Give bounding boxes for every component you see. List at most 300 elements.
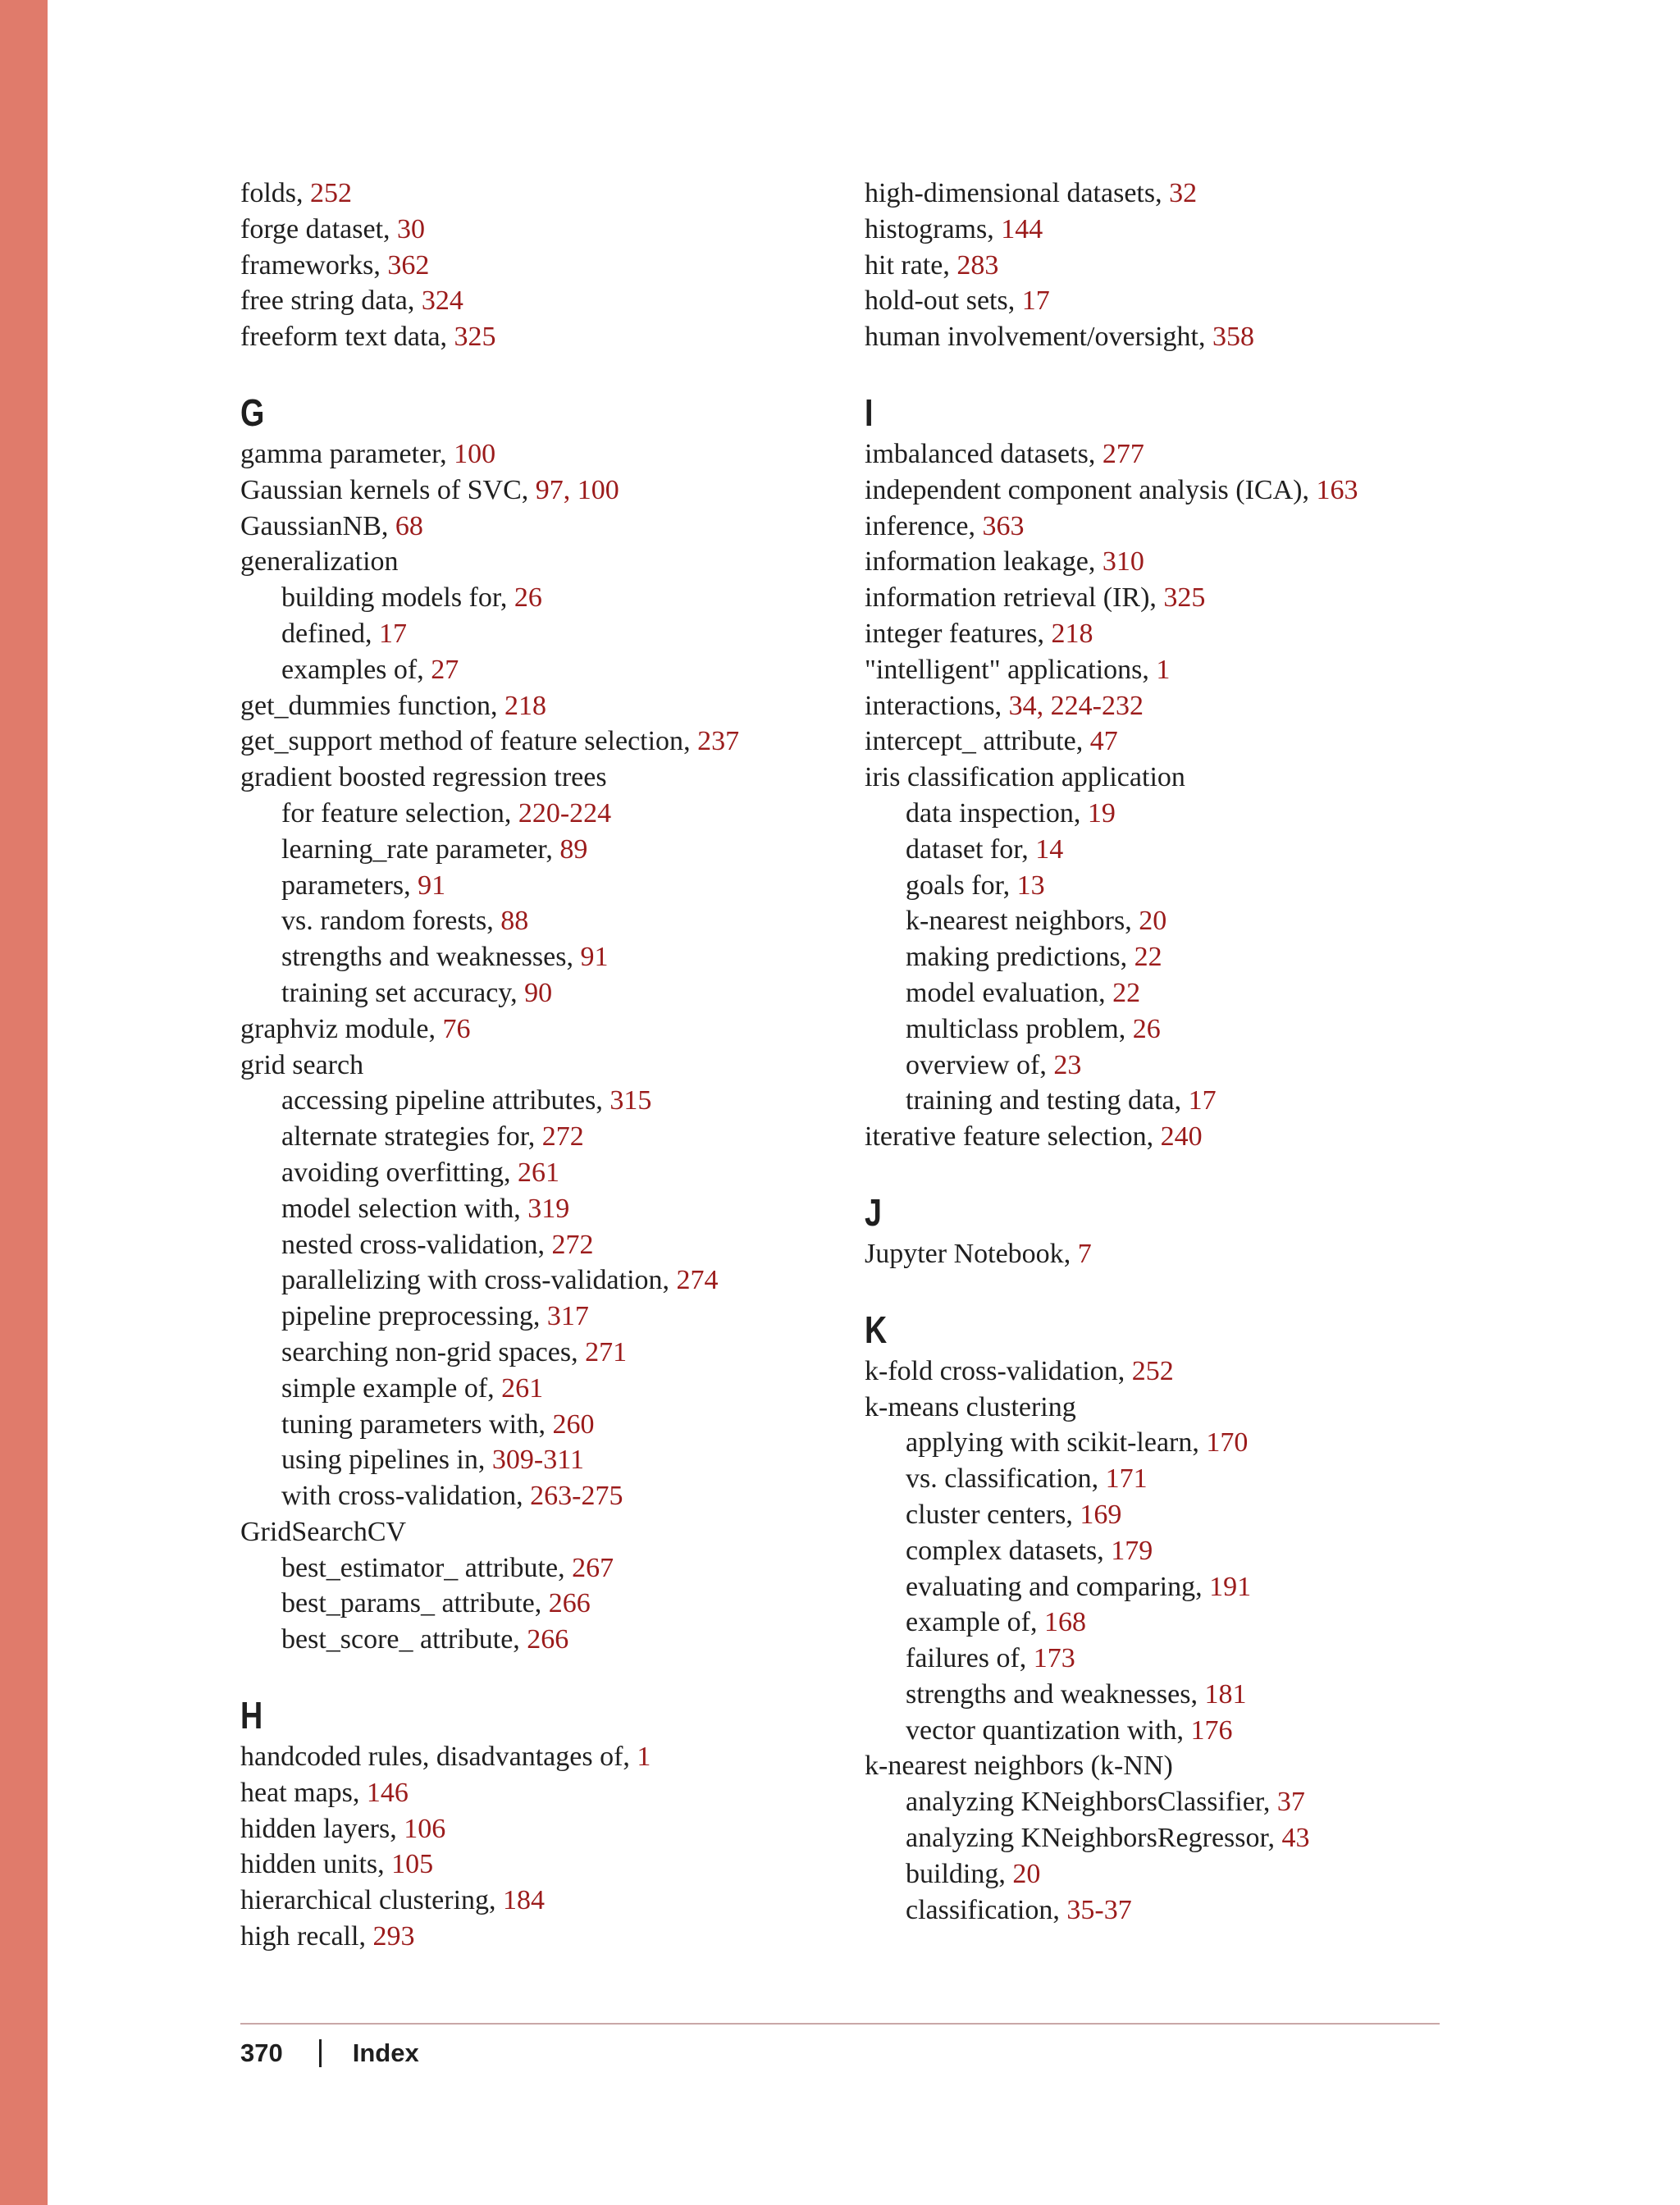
index-separator: ,	[1088, 438, 1102, 469]
index-term: intercept_ attribute	[865, 726, 1076, 757]
index-separator: ,	[998, 1858, 1013, 1889]
page-reference-link[interactable]: 47	[1089, 726, 1118, 757]
index-term: Gaussian kernels of SVC	[240, 474, 522, 505]
index-entry	[865, 724, 1472, 760]
index-entry	[865, 283, 1472, 319]
index-term: training set accuracy	[281, 977, 511, 1008]
page-reference-link[interactable]: 13	[1016, 870, 1045, 901]
page-reference-link[interactable]: 1	[1156, 654, 1171, 685]
index-term: for feature selection	[281, 797, 504, 829]
index-separator: ,	[1030, 1607, 1044, 1638]
index-separator: ,	[537, 1229, 552, 1260]
index-separator: ,	[513, 1624, 527, 1655]
page-reference-link[interactable]: 17	[1188, 1085, 1217, 1116]
index-separator: ,	[534, 1588, 549, 1619]
index-separator: ,	[407, 285, 422, 317]
page-reference-link[interactable]: 261	[501, 1372, 544, 1404]
page-reference-link[interactable]: 163	[1316, 474, 1358, 505]
index-term: information retrieval (IR)	[865, 582, 1150, 614]
index-entry	[240, 1811, 847, 1847]
index-separator: ,	[943, 249, 957, 281]
index-separator: ,	[1125, 906, 1139, 937]
index-separator: ,	[994, 690, 1009, 721]
index-entry	[240, 212, 847, 248]
page-reference-link[interactable]: 277	[1102, 438, 1144, 469]
page-reference-link[interactable]: 283	[956, 249, 999, 281]
page-reference-link[interactable]: 363	[982, 510, 1025, 541]
index-separator: ,	[527, 1121, 542, 1153]
index-term: goals for	[906, 870, 1003, 901]
index-separator: ,	[390, 1813, 404, 1844]
page-number: 370	[240, 2038, 283, 2067]
index-subentry	[240, 652, 847, 688]
index-separator: ,	[1176, 1714, 1191, 1746]
index-term: information leakage	[865, 546, 1089, 578]
index-subentry	[865, 1011, 1472, 1048]
index-entry	[240, 1775, 847, 1811]
index-entry	[865, 652, 1472, 688]
index-subentry	[865, 796, 1472, 832]
page-reference-link[interactable]: 90	[524, 977, 553, 1008]
index-term: get_support method of feature selection	[240, 726, 684, 757]
index-entry	[240, 688, 847, 724]
page-reference-link[interactable]: 37	[1276, 1787, 1305, 1818]
page-reference-link[interactable]: 267	[572, 1552, 614, 1583]
index-term: graphviz module	[240, 1013, 429, 1044]
page-reference-link[interactable]: 171	[1105, 1463, 1148, 1495]
index-separator: ,	[1066, 1499, 1080, 1530]
index-subentry	[865, 1820, 1472, 1856]
page-reference-link[interactable]: 35-37	[1066, 1894, 1132, 1925]
index-term: defined	[281, 618, 365, 649]
index-subentry	[240, 1622, 847, 1658]
page-reference-link[interactable]: 27	[431, 654, 459, 685]
page-reference-link[interactable]: 274	[676, 1265, 719, 1296]
index-separator: ,	[1146, 1121, 1161, 1153]
index-term: making predictions	[906, 942, 1121, 973]
index-separator: ,	[546, 833, 560, 865]
index-separator: ,	[428, 1013, 443, 1044]
index-separator: ,	[358, 1921, 373, 1952]
index-term: parallelizing with cross-validation	[281, 1265, 663, 1296]
index-separator: ,	[1019, 1643, 1034, 1674]
index-separator: ,	[968, 510, 983, 541]
page-reference-link[interactable]: 68	[395, 510, 423, 541]
index-separator: ,	[417, 654, 431, 685]
index-separator: ,	[364, 618, 379, 649]
index-separator: ,	[1075, 726, 1090, 757]
index-separator: ,	[373, 249, 388, 281]
index-separator: ,	[440, 322, 454, 353]
index-subentry	[865, 1641, 1472, 1677]
page-reference-link[interactable]: 19	[1087, 797, 1116, 829]
index-separator: ,	[486, 906, 501, 937]
index-subentry	[865, 939, 1472, 975]
index-separator: ,	[296, 178, 310, 208]
page-reference-link[interactable]: 266	[548, 1588, 591, 1619]
index-term: inference	[865, 510, 969, 541]
index-entry	[240, 1011, 847, 1048]
index-term: accessing pipeline attributes	[281, 1085, 596, 1116]
index-separator: ,	[1097, 1535, 1112, 1566]
index-entry	[865, 1236, 1472, 1272]
footer-separator	[319, 2039, 322, 2067]
index-term: k-nearest neighbors	[906, 906, 1125, 937]
index-term: overview of	[906, 1049, 1040, 1080]
index-term: heat maps	[240, 1777, 353, 1808]
index-term: analyzing KNeighborsRegressor	[906, 1823, 1268, 1854]
page-reference-link[interactable]: 293	[372, 1921, 415, 1952]
page-reference-link[interactable]: 263-275	[530, 1481, 623, 1512]
index-term: classification	[906, 1894, 1053, 1925]
index-entry	[240, 724, 847, 760]
index-term: k-means clustering	[865, 1391, 1076, 1422]
index-term: forge dataset	[240, 213, 384, 244]
index-entry	[240, 472, 847, 509]
index-separator: ,	[504, 1157, 518, 1188]
index-term: tuning parameters with	[281, 1408, 539, 1440]
page-reference-link[interactable]: 144	[1001, 213, 1043, 244]
page-reference-link[interactable]: 26	[514, 582, 542, 614]
index-separator: ,	[1052, 1894, 1067, 1925]
page-reference-link[interactable]: 181	[1204, 1678, 1247, 1710]
index-letter-heading: H	[240, 1694, 263, 1737]
page-reference-link[interactable]: 22	[1112, 977, 1141, 1008]
page-reference-link[interactable]: 170	[1206, 1427, 1249, 1459]
index-separator: ,	[1073, 797, 1088, 829]
page-reference-link[interactable]: 261	[518, 1157, 560, 1188]
index-entry	[240, 319, 847, 355]
index-letter-heading: I	[865, 390, 874, 434]
index-subentry	[240, 1335, 847, 1371]
page-reference-link[interactable]: 105	[391, 1849, 434, 1880]
index-term: histograms	[865, 213, 988, 244]
index-separator: ,	[1155, 178, 1170, 208]
index-separator: ,	[404, 870, 418, 901]
page-reference-link[interactable]: 271	[585, 1336, 628, 1367]
index-entry	[865, 319, 1472, 355]
index-separator: ,	[440, 438, 454, 469]
index-entry	[240, 1739, 847, 1775]
index-subentry	[240, 616, 847, 652]
page-reference-link[interactable]: 315	[609, 1085, 652, 1116]
index-subentry	[865, 903, 1472, 939]
index-separator: ,	[1037, 618, 1052, 649]
page-reference-link[interactable]: 22	[1134, 942, 1162, 973]
index-separator: ,	[489, 1885, 504, 1916]
index-subentry	[865, 1856, 1472, 1892]
page-reference-link[interactable]: 309-311	[491, 1445, 584, 1476]
index-term: hidden units	[240, 1849, 378, 1880]
page-reference-link[interactable]: 89	[559, 833, 588, 865]
index-term: multiclass problem	[906, 1013, 1119, 1044]
index-subentry	[240, 1299, 847, 1335]
index-subentry	[865, 1713, 1472, 1749]
page-reference-link[interactable]: 324	[421, 285, 463, 317]
index-subentry	[865, 1461, 1472, 1497]
page-reference-link[interactable]: 97, 100	[535, 474, 619, 505]
index-separator: ,	[1302, 474, 1317, 505]
page-reference-link[interactable]: 252	[1131, 1355, 1174, 1386]
index-separator: ,	[1117, 1355, 1132, 1386]
index-term: imbalanced datasets	[865, 438, 1089, 469]
page-reference-link[interactable]: 317	[546, 1301, 589, 1332]
index-subentry	[865, 1083, 1472, 1119]
index-term: model selection with	[281, 1193, 514, 1224]
index-term: pipeline preprocessing	[281, 1301, 533, 1332]
index-separator: ,	[1039, 1049, 1054, 1080]
index-separator: ,	[383, 213, 398, 244]
index-term: strengths and weaknesses	[281, 942, 567, 973]
page-reference-link[interactable]: 191	[1209, 1571, 1252, 1602]
index-term: k-fold cross-validation	[865, 1355, 1118, 1386]
index-entry	[240, 176, 847, 212]
index-term: building models for	[281, 582, 500, 614]
index-separator: ,	[1149, 582, 1164, 614]
page-reference-link[interactable]: 362	[387, 249, 430, 281]
index-entry	[240, 248, 847, 284]
index-column-left	[240, 176, 847, 1955]
index-term: handcoded rules, disadvantages of	[240, 1742, 623, 1773]
page-reference-link[interactable]: 20	[1139, 906, 1167, 937]
index-entry	[865, 580, 1472, 616]
index-subentry	[865, 1784, 1472, 1820]
index-subentry	[240, 975, 847, 1011]
page-reference-link[interactable]: 30	[397, 213, 426, 244]
index-term: frameworks	[240, 249, 374, 281]
page-reference-link[interactable]: 266	[527, 1624, 569, 1655]
page-reference-link[interactable]: 176	[1190, 1714, 1233, 1746]
page-reference-link[interactable]: 20	[1012, 1858, 1041, 1889]
index-entry	[240, 544, 847, 580]
index-separator: ,	[623, 1742, 637, 1773]
index-subentry	[240, 832, 847, 868]
index-term: interactions	[865, 690, 995, 721]
page-reference-link[interactable]: 179	[1111, 1535, 1153, 1566]
index-separator: ,	[1007, 285, 1022, 317]
page-reference-link[interactable]: 23	[1053, 1049, 1082, 1080]
index-entry	[865, 616, 1472, 652]
index-entry	[865, 176, 1472, 212]
page-reference-link[interactable]: 240	[1160, 1121, 1203, 1153]
index-subentry	[865, 1569, 1472, 1605]
page-reference-link[interactable]: 237	[697, 726, 740, 757]
index-separator: ,	[1174, 1085, 1189, 1116]
index-entry	[240, 1847, 847, 1883]
page-reference-link[interactable]: 272	[551, 1229, 594, 1260]
index-subentry	[865, 1677, 1472, 1713]
index-term: example of	[906, 1607, 1030, 1638]
footer-rule	[240, 2023, 1440, 2025]
index-entry	[865, 544, 1472, 580]
index-separator: ,	[500, 582, 514, 614]
page-reference-link[interactable]: 325	[454, 322, 496, 353]
page-reference-link[interactable]: 7	[1077, 1238, 1092, 1269]
index-subentry	[240, 1119, 847, 1155]
index-column-right	[865, 176, 1472, 1928]
page-reference-link[interactable]: 218	[1051, 618, 1093, 649]
index-subentry	[240, 1550, 847, 1586]
index-separator: ,	[1198, 322, 1212, 353]
index-subentry	[865, 1892, 1472, 1929]
index-subentry	[865, 1497, 1472, 1533]
page-reference-link[interactable]: 358	[1212, 322, 1254, 353]
index-letter-heading: J	[865, 1190, 882, 1234]
page-reference-link[interactable]: 220-224	[518, 797, 612, 829]
index-separator: ,	[1190, 1678, 1205, 1710]
index-term: vs. classification	[906, 1463, 1092, 1495]
index-separator: ,	[566, 942, 581, 973]
page-reference-link[interactable]: 260	[552, 1408, 595, 1440]
index-term: searching non-grid spaces	[281, 1336, 572, 1367]
index-entry	[865, 248, 1472, 284]
index-term: human involvement/oversight	[865, 322, 1198, 353]
index-subentry	[240, 1083, 847, 1119]
index-separator: ,	[491, 690, 505, 721]
index-separator: ,	[1091, 1463, 1106, 1495]
page-reference-link[interactable]: 325	[1163, 582, 1206, 614]
page-reference-link[interactable]: 168	[1044, 1607, 1086, 1638]
index-separator: ,	[596, 1085, 610, 1116]
index-term: high-dimensional datasets	[865, 178, 1156, 208]
index-entry	[240, 1883, 847, 1919]
page-reference-link[interactable]: 43	[1281, 1823, 1310, 1854]
index-subentry	[865, 1048, 1472, 1084]
index-entry	[865, 1390, 1472, 1426]
index-term: folds	[240, 178, 296, 208]
page-reference-link[interactable]: 173	[1033, 1643, 1075, 1674]
index-term: with cross-validation	[281, 1481, 517, 1512]
index-subentry	[240, 796, 847, 832]
index-subentry	[240, 903, 847, 939]
index-separator: ,	[1088, 546, 1102, 578]
index-term: data inspection	[906, 797, 1074, 829]
index-entry	[240, 436, 847, 472]
index-separator: ,	[487, 1372, 502, 1404]
index-term: applying with scikit-learn	[906, 1427, 1193, 1459]
page-reference-link[interactable]: 272	[541, 1121, 584, 1153]
page-reference-link[interactable]: 218	[504, 690, 547, 721]
index-term: building	[906, 1858, 999, 1889]
index-term: vs. random forests	[281, 906, 487, 937]
index-term: best_params_ attribute	[281, 1588, 535, 1619]
index-subentry	[240, 1586, 847, 1622]
index-term: freeform text data	[240, 322, 441, 353]
index-term: generalization	[240, 546, 399, 578]
page-reference-link[interactable]: 17	[1021, 285, 1050, 317]
page-reference-link[interactable]: 252	[310, 178, 352, 208]
index-separator: ,	[538, 1408, 553, 1440]
index-subentry	[240, 1191, 847, 1227]
index-subentry	[865, 975, 1472, 1011]
index-separator: ,	[683, 726, 698, 757]
page-reference-link[interactable]: 184	[503, 1885, 546, 1916]
index-subentry	[240, 1262, 847, 1299]
index-term: using pipelines in	[281, 1445, 478, 1476]
index-subentry	[865, 868, 1472, 904]
index-separator: ,	[558, 1552, 573, 1583]
index-separator: ,	[987, 213, 1002, 244]
index-subentry	[865, 832, 1472, 868]
index-entry	[865, 1748, 1472, 1784]
index-term: training and testing data	[906, 1085, 1175, 1116]
index-subentry	[240, 868, 847, 904]
index-term: best_estimator_ attribute	[281, 1552, 559, 1583]
index-letter-heading: G	[240, 390, 265, 434]
index-subentry	[240, 1478, 847, 1514]
index-entry	[865, 436, 1472, 472]
index-separator: ,	[504, 797, 518, 829]
page-reference-link[interactable]: 1	[637, 1742, 651, 1773]
index-entry	[240, 1919, 847, 1955]
page-footer	[240, 2033, 419, 2074]
index-term: hidden layers	[240, 1813, 390, 1844]
index-separator: ,	[1120, 942, 1134, 973]
index-term: evaluating and comparing	[906, 1571, 1196, 1602]
index-term: nested cross-validation	[281, 1229, 538, 1260]
index-separator: ,	[1262, 1787, 1277, 1818]
index-entry	[240, 283, 847, 319]
index-term: avoiding overfitting	[281, 1157, 504, 1188]
index-separator: ,	[571, 1336, 586, 1367]
page-reference-link[interactable]: 34, 224-232	[1008, 690, 1144, 721]
index-separator: ,	[1063, 1238, 1078, 1269]
page-reference-link[interactable]: 14	[1035, 833, 1064, 865]
index-term: high recall	[240, 1921, 359, 1952]
page-reference-link[interactable]: 17	[378, 618, 407, 649]
page-reference-link[interactable]: 106	[404, 1813, 446, 1844]
index-term: failures of	[906, 1643, 1020, 1674]
page-reference-link[interactable]: 88	[500, 906, 529, 937]
index-separator: ,	[1192, 1427, 1207, 1459]
page-reference-link[interactable]: 91	[418, 870, 446, 901]
index-separator: ,	[1142, 654, 1157, 685]
page-reference-link[interactable]: 319	[527, 1193, 570, 1224]
index-term: hold-out sets	[865, 285, 1008, 317]
index-entry	[240, 760, 847, 796]
index-term: get_dummies function	[240, 690, 491, 721]
page-reference-link[interactable]: 32	[1169, 178, 1198, 208]
index-subentry	[240, 1442, 847, 1478]
index-term: complex datasets	[906, 1535, 1098, 1566]
index-entry	[240, 1514, 847, 1550]
index-entry	[240, 1048, 847, 1084]
index-term: Jupyter Notebook	[865, 1238, 1064, 1269]
index-subentry	[865, 1425, 1472, 1461]
index-term: iterative feature selection	[865, 1121, 1147, 1153]
index-entry	[865, 1119, 1472, 1155]
index-separator: ,	[1021, 833, 1036, 865]
index-separator: ,	[516, 1481, 531, 1512]
index-entry	[865, 760, 1472, 796]
page-reference-link[interactable]: 169	[1080, 1499, 1122, 1530]
index-subentry	[240, 1155, 847, 1191]
index-term: alternate strategies for	[281, 1121, 528, 1153]
page-reference-link[interactable]: 26	[1132, 1013, 1161, 1044]
index-entry	[865, 472, 1472, 509]
index-separator: ,	[381, 510, 395, 541]
index-separator: ,	[1098, 977, 1113, 1008]
page-reference-link[interactable]: 100	[454, 438, 496, 469]
page-reference-link[interactable]: 310	[1102, 546, 1144, 578]
index-subentry	[240, 1407, 847, 1443]
index-separator: ,	[521, 474, 536, 505]
page-reference-link[interactable]: 146	[366, 1777, 409, 1808]
page-reference-link[interactable]: 76	[442, 1013, 471, 1044]
index-separator: ,	[1118, 1013, 1133, 1044]
index-entry	[240, 509, 847, 545]
page-reference-link[interactable]: 91	[580, 942, 609, 973]
